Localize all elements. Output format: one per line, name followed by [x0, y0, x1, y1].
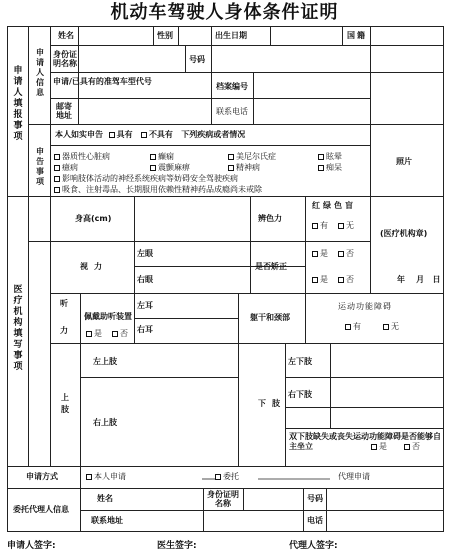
- hearing-aid-label: 佩戴助听装置: [84, 312, 132, 321]
- motor-no[interactable]: 无: [383, 322, 399, 332]
- agent-label: 委托代理人信息: [13, 505, 69, 514]
- disease-neuro[interactable]: 影响肢体活动的神经系统疾病等妨碍安全驾驶疾病: [54, 174, 238, 184]
- height-label: 身高(cm): [75, 214, 112, 223]
- right-lower-label: 右下肢: [288, 390, 312, 399]
- declaration-intro-text: 本人如实申告: [55, 130, 103, 139]
- disease-heart[interactable]: 器质性心脏病: [54, 152, 110, 162]
- color-blind-no[interactable]: 无: [338, 221, 354, 231]
- vision2-no[interactable]: 否: [338, 275, 354, 285]
- lower-question: 双下肢缺失或丧失运动功能障碍是否能够自主坐立: [289, 432, 441, 451]
- postal-address-label: 邮寄地址: [56, 102, 72, 120]
- agent-number-label: 号码: [307, 494, 323, 503]
- checkbox-icon: [54, 176, 60, 182]
- right-ear-label: 右耳: [137, 325, 153, 334]
- agent-id-cert-label: 身份证明名称: [207, 490, 239, 508]
- has-checkbox[interactable]: [109, 132, 115, 138]
- color-blind-label: 红绿色盲: [312, 201, 356, 210]
- checkbox-icon: [338, 277, 344, 283]
- checkbox-icon: [383, 324, 389, 330]
- checkbox-icon: [228, 154, 234, 160]
- archive-number-label: 档案编号: [216, 82, 248, 91]
- applicant-info-label: 申 请 人 信 息: [36, 48, 44, 97]
- agent-signature: 代理人签字:: [289, 541, 338, 551]
- checkbox-icon: [86, 331, 92, 337]
- vision-label: 视力: [80, 262, 108, 271]
- disease-parkinson[interactable]: 震颤麻痹: [150, 163, 190, 173]
- sex-label: 性别: [157, 31, 173, 40]
- motor-yes[interactable]: 有: [345, 322, 361, 332]
- disease-drugs[interactable]: 吸食、注射毒品、长期服用依赖性精神药品成瘾尚未戒除: [54, 185, 262, 195]
- agent-phone-label: 电话: [307, 516, 323, 525]
- left-ear-label: 左耳: [137, 301, 153, 310]
- hearing-aid-no[interactable]: 否: [112, 329, 128, 339]
- has-label: 具有: [116, 130, 133, 139]
- hearing-label-1: 听: [60, 299, 68, 308]
- checkbox-icon: [312, 277, 318, 283]
- id-cert-label: 身份证明名称: [53, 50, 77, 68]
- lower-limb-label: 下肢: [258, 399, 286, 408]
- vision2-yes[interactable]: 是: [312, 275, 328, 285]
- date-label: [397, 275, 441, 285]
- checkbox-icon: [371, 444, 377, 450]
- method-label: 申请方式: [26, 472, 58, 481]
- agent-name-label: 姓名: [97, 494, 113, 503]
- checkbox-icon: [112, 331, 118, 337]
- hearing-label-2: 力: [60, 326, 68, 335]
- id-number-label: 号码: [189, 55, 205, 64]
- date-day: 日: [432, 275, 441, 284]
- left-lower-label: 左下肢: [288, 357, 312, 366]
- not-has-checkbox[interactable]: [141, 132, 147, 138]
- declaration-intro: [55, 130, 245, 140]
- method-self[interactable]: 本人申请: [86, 472, 126, 482]
- left-upper-label: 左上肢: [93, 357, 117, 366]
- birth-date-label: 出生日期: [215, 31, 247, 40]
- hearing-aid-yes[interactable]: 是: [86, 329, 102, 339]
- medical-section-label: 医 疗 机 构 填 写 事 项: [13, 285, 23, 372]
- left-eye-label: 左眼: [137, 249, 153, 258]
- date-year: 年: [397, 275, 405, 284]
- color-vision-label: 辨色力: [258, 214, 282, 223]
- corrected-label: 是否矫正: [255, 262, 287, 271]
- photo-label: 照片: [396, 157, 412, 166]
- disease-epilepsy[interactable]: 癫痫: [150, 152, 174, 162]
- lower-yes[interactable]: 是: [371, 442, 387, 452]
- checkbox-icon: [312, 223, 318, 229]
- applicant-section-label: 申 请 人 填 报 事 项: [13, 66, 23, 142]
- nationality-label: 国籍: [347, 31, 367, 40]
- disease-dementia[interactable]: 痴呆: [318, 163, 342, 173]
- checkbox-icon: [54, 187, 60, 193]
- checkbox-icon: [215, 474, 221, 480]
- declaration-label: 申 告 事 项: [36, 147, 44, 186]
- lower-no[interactable]: 否: [404, 442, 420, 452]
- agent-address-label: 联系地址: [91, 516, 123, 525]
- applicant-signature: 申请人签字:: [7, 541, 56, 551]
- right-upper-label: 右上肢: [93, 418, 117, 427]
- checkbox-icon: [312, 251, 318, 257]
- stamp-label: (医疗机构章): [380, 229, 428, 238]
- checkbox-icon: [86, 474, 92, 480]
- color-blind-yes[interactable]: 有: [312, 221, 328, 231]
- corrected-no[interactable]: 否: [338, 249, 354, 259]
- corrected-yes[interactable]: 是: [312, 249, 328, 259]
- checkbox-icon: [228, 165, 234, 171]
- disease-psychosis[interactable]: 精神病: [228, 163, 260, 173]
- date-month: 月: [416, 275, 425, 284]
- checkbox-icon: [345, 324, 351, 330]
- motor-label: 运动功能障碍: [338, 302, 392, 311]
- method-proxy: 代理申请: [338, 472, 370, 481]
- method-entrust[interactable]: 委托: [215, 472, 239, 482]
- checkbox-icon: [150, 154, 156, 160]
- name-label: 姓名: [58, 31, 74, 40]
- checkbox-icon: [338, 251, 344, 257]
- checkbox-icon: [150, 165, 156, 171]
- checkbox-icon: [54, 154, 60, 160]
- declaration-intro-tail: 下列疾病或者情况: [181, 130, 246, 139]
- right-eye-label: 右眼: [137, 275, 153, 284]
- phone-label: 联系电话: [216, 107, 248, 116]
- checkbox-icon: [54, 165, 60, 171]
- license-type-label: 申请/已具有的准驾车型代号: [53, 77, 152, 86]
- disease-hysteria[interactable]: 癔病: [54, 163, 78, 173]
- doctor-signature: 医生签字:: [157, 541, 197, 551]
- checkbox-icon: [318, 165, 324, 171]
- disease-vertigo[interactable]: 眩晕: [318, 152, 342, 162]
- checkbox-icon: [318, 154, 324, 160]
- trunk-neck-label: 躯干和颈部: [250, 313, 290, 322]
- form-title: 机动车驾驶人身体条件证明: [110, 2, 339, 23]
- not-has-label: 不具有: [148, 130, 173, 139]
- upper-limb-label: 上肢: [61, 393, 69, 414]
- checkbox-icon: [338, 223, 344, 229]
- disease-meniere[interactable]: 美尼尔氏症: [228, 152, 276, 162]
- checkbox-icon: [404, 444, 410, 450]
